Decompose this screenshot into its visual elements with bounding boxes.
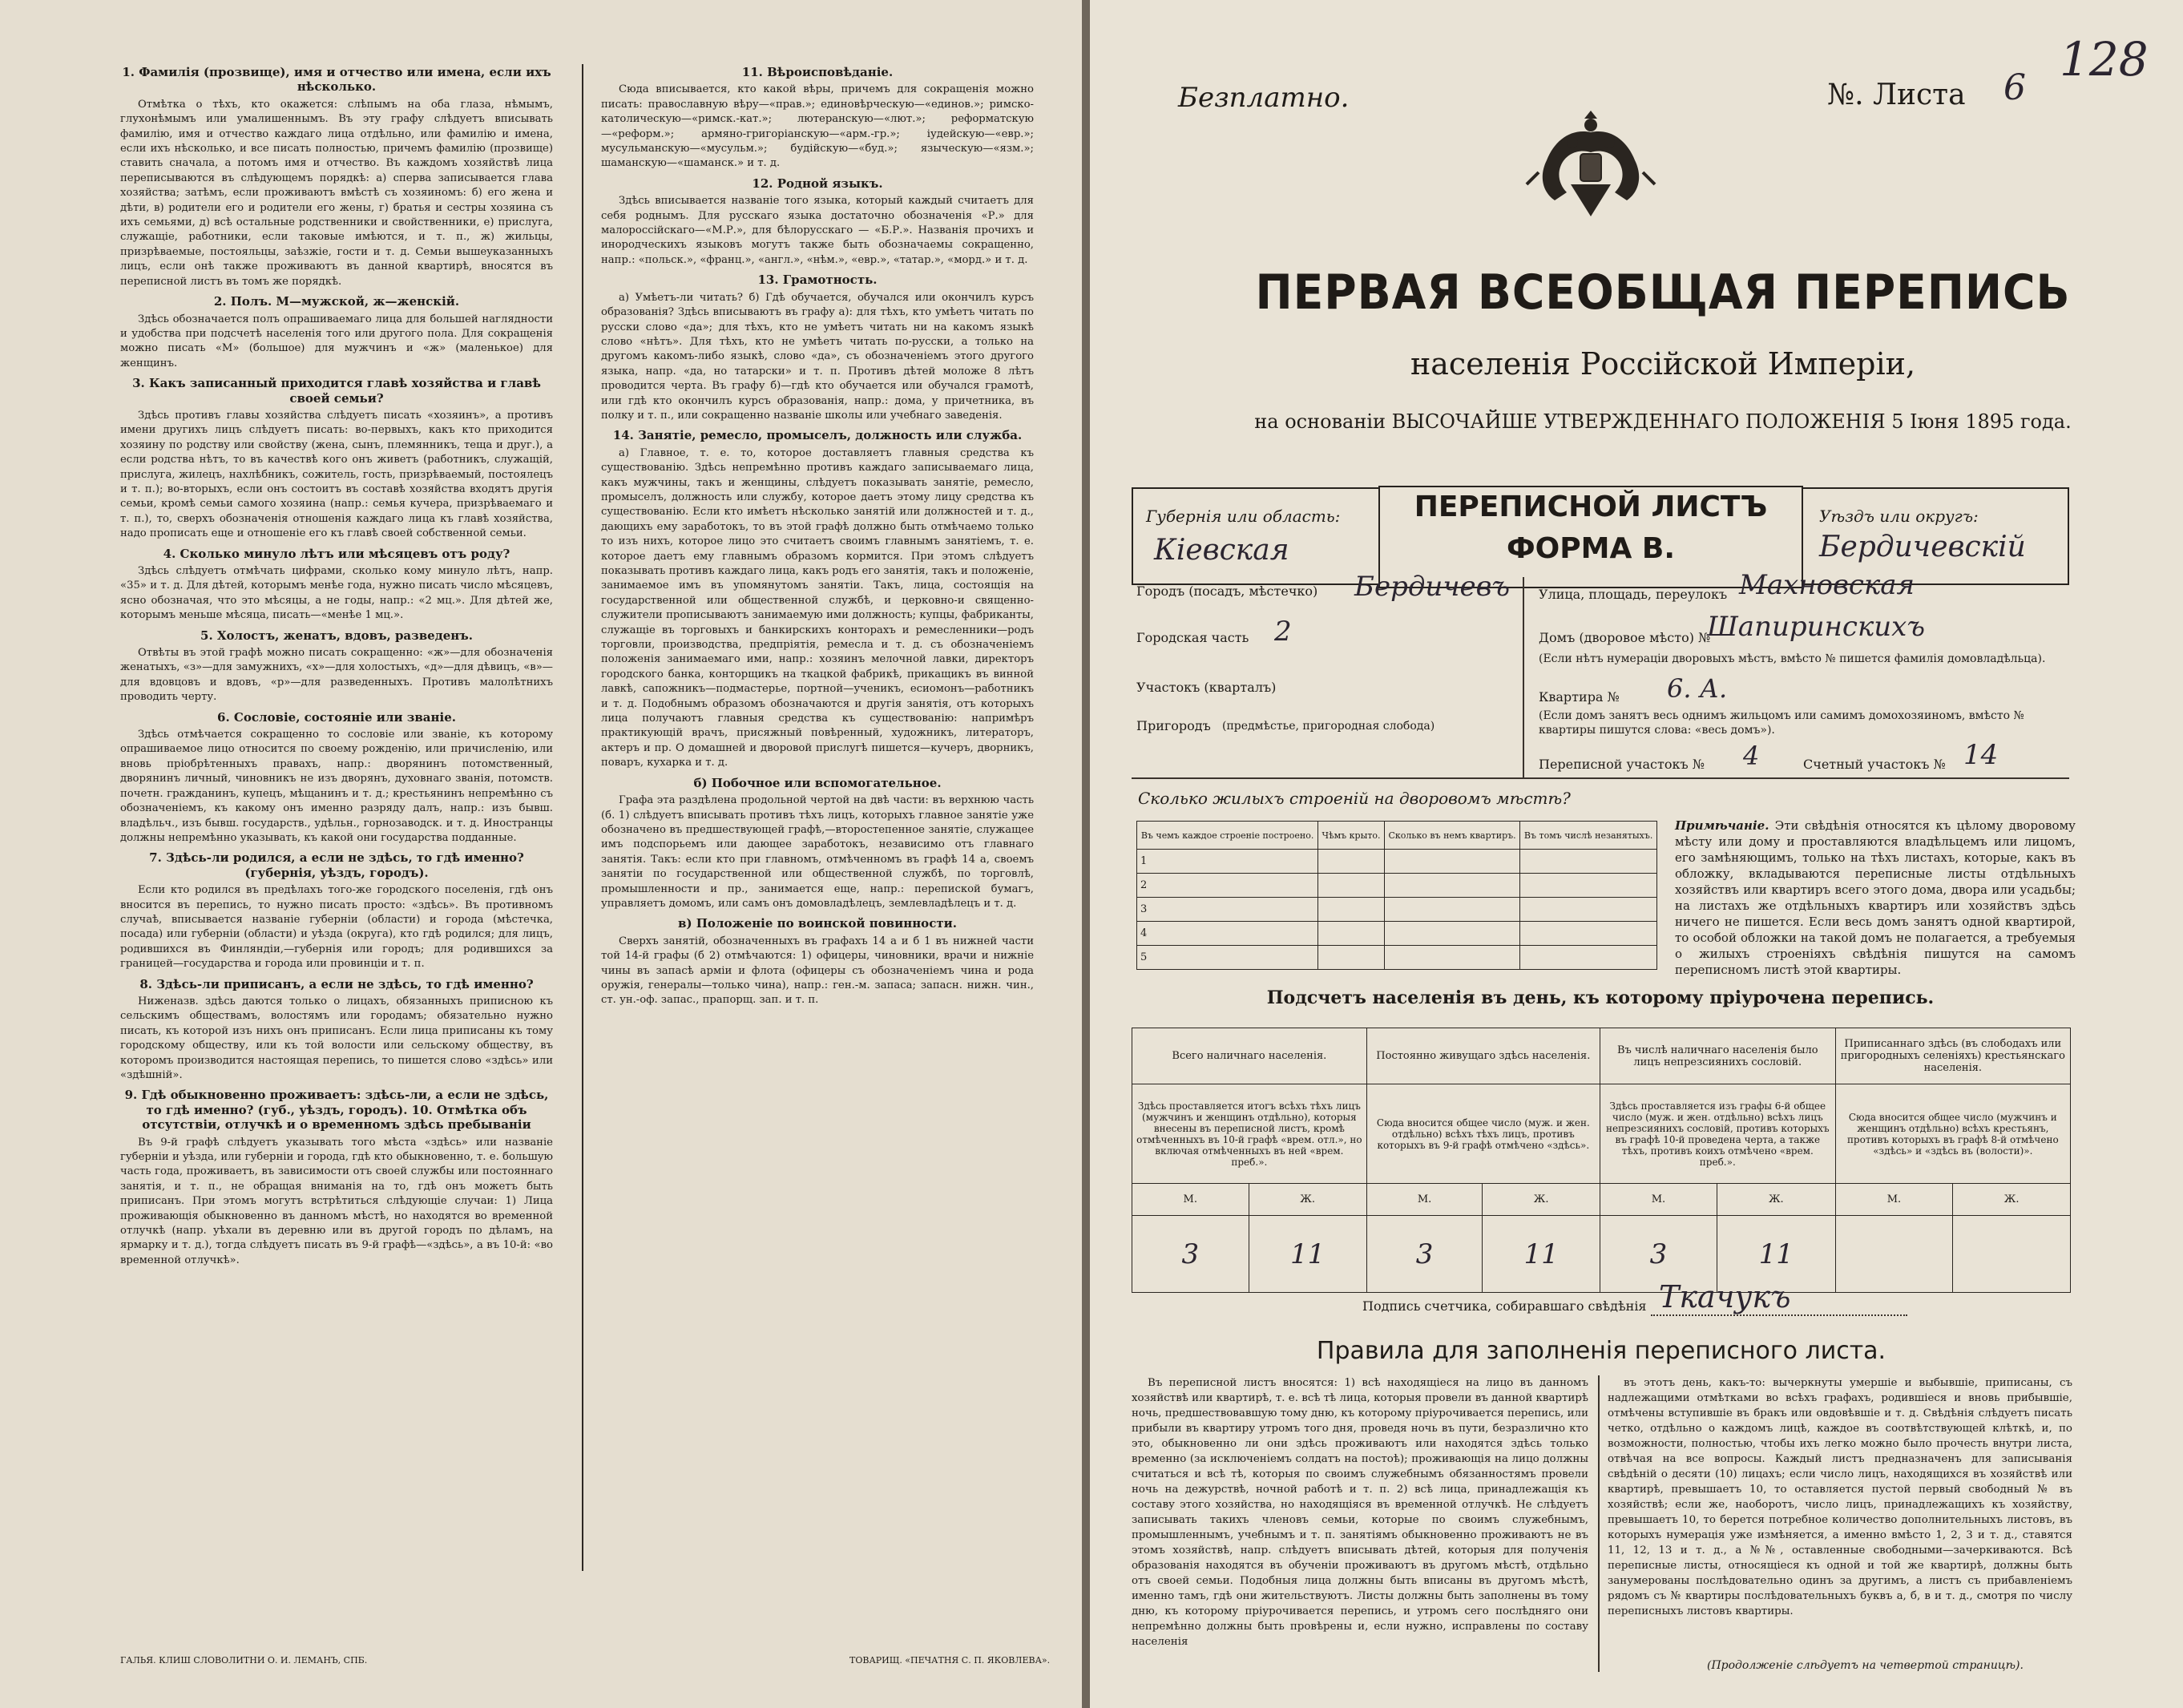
town-label: Городъ (посадъ, мѣстечко): [1136, 583, 1318, 599]
female-count: 11: [1483, 1216, 1600, 1293]
street-label: Улица, площадь, переулокъ: [1539, 587, 1728, 602]
dwellings-cell: [1318, 898, 1385, 922]
male-count: 3: [1132, 1216, 1249, 1293]
dwellings-cell: 2: [1137, 874, 1318, 898]
section-heading: б) Побочное или вспомогательное.: [693, 775, 942, 790]
fields-divider: [1523, 577, 1524, 777]
census-precinct-value: 4: [1743, 741, 1760, 771]
dwellings-row: [1137, 946, 1657, 970]
dwellings-note: [1675, 818, 2076, 978]
rules-divider: [1598, 1375, 1600, 1672]
count-precinct-label: Счетный участокъ №: [1803, 757, 1946, 772]
male-label: М.: [1366, 1184, 1483, 1216]
section-heading: в) Положеніе по воинской повинности.: [678, 916, 957, 931]
section-body: а) Умѣетъ-ли читать? б) Гдѣ обучается, обучался или окончилъ курсъ образованія? Здѣсь вписываютъ въ графу а): для тѣхъ, кто умѣетъ читать по русски слово «да»; для тѣхъ, кто не умѣетъ читать ни на какомъ языкѣ слово «нѣтъ». Для тѣхъ, кто не умѣетъ читать по-русски, а только на другомъ какомъ-либо языкѣ, слово «да», съ обозначеніемъ этого другого языка, напр. «да, но татарски» и т. п. Противъ дѣтей моложе 8 лѣтъ проводится черта. Въ графу б)—гдѣ кто обучается или обучался грамотѣ, или гдѣ кто окончилъ курсъ образованія, напр.: дома, у причетника, въ полку и т. п., или сокращенно названіе школы или учебнаго заведенія.: [601, 291, 1034, 422]
male-label: М.: [1835, 1184, 1953, 1216]
female-label: Ж.: [1483, 1184, 1600, 1216]
town-part-label: Городская часть: [1136, 630, 1249, 645]
dwellings-row: [1137, 874, 1657, 898]
section-body: Сверхъ занятій, обозначенныхъ въ графахъ 14 а и б 1 въ нижней части той 14-й графы (б 2) отмѣчаются: 1) офицеры, чиновники, врачи и нижніе чины въ запасѣ арміи и флота (офицеры съ обозначеніемъ чина и рода оружія, генералы—только чина), напр.: ген.-м. запаса; запасн. нижн. чин., ст. ун.-оф. запас., прапорщ. зап. и т. п.: [601, 935, 1034, 1007]
province-label: Губернія или область:: [1146, 507, 1341, 526]
count-description: Сюда вносится общее число (мужчинъ и женщинъ отдѣльно) всѣхъ крестьянъ, противъ которыхъ въ графѣ 8-й отмѣчено «здѣсь» и «здѣсь въ (волости)».: [1835, 1084, 2070, 1184]
dwellings-row: [1137, 922, 1657, 946]
section-heading: 3. Какъ записанный приходится главѣ хозяйства и главѣ своей семьи?: [132, 376, 541, 406]
dwellings-cell: [1520, 922, 1657, 946]
dwellings-table: [1136, 821, 1657, 970]
dwellings-row: [1137, 898, 1657, 922]
population-count-table: [1132, 1028, 2071, 1293]
male-count: [1835, 1216, 1953, 1293]
section-heading: 4. Сколько минуло лѣтъ или мѣсяцевъ отъ роду?: [163, 546, 510, 561]
left-column-2: [601, 60, 1034, 1631]
province-value: Кіевская: [1154, 534, 1289, 567]
female-label: Ж.: [1717, 1184, 1836, 1216]
form-name: ФОРМА В.: [1506, 532, 1676, 565]
house-value: Шапиринскихъ: [1707, 611, 1925, 643]
section-body: Отмѣтка о тѣхъ, кто окажется: слѣпымъ на оба глаза, нѣмымъ, глухонѣмымъ или умалишеннымъ. Въ эту графу слѣдуетъ вписывать фамилію, имя и отчество каждаго лица отдѣльно, или фамилію и имена, если ихъ нѣсколько, и все писать полностью, причемъ фамилію (прозвище) ставить сначала, а потомъ имя и отчество. Въ каждомъ хозяйствѣ лица переписываются въ слѣдующемъ порядкѣ: а) сперва записывается глава хозяйства; затѣмъ, если проживаютъ вмѣстѣ съ хозяиномъ: б) его жена и дѣти, в) родители его и родители его жены, г) братья и сестры хозяина съ ихъ семьями, д) всѣ остальные родственники и свойственники, е) прислуга, служащіе, работники, если таковые имѣются, и т. п., ж) жильцы, призрѣваемые, постояльцы, заѣзжіе, гости и т. д. Семьи вышеуказанныхъ лицъ, если онѣ также проживаютъ въ данной квартирѣ, вносятся въ переписной листъ въ томъ же порядкѣ.: [120, 98, 553, 288]
dwellings-cell: [1384, 874, 1519, 898]
rules-text-1: Въ переписной листъ вносятся: 1) всѣ находящіеся на лицо въ данномъ хозяйствѣ или квартирѣ, т. е. всѣ тѣ лица, которыя провели въ данной квартирѣ ночь, предшествовавшую тому дню, къ которому пріурочивается перепись, или прибыли въ квартиру утромъ того дня, проведя ночь въ пути, безразлично кто это, обыкновенно ли они здѣсь проживаютъ или находятся здѣсь только временно (за исключеніемъ солдатъ на постоѣ); проживающія на лицо должны считаться и всѣ тѣ, которыя по своимъ служебнымъ обязанностямъ провели ночь на дежурствѣ, ночной работѣ и т. п. 2) всѣ лица, принадлежащія къ составу этого хозяйства, но находящіяся въ временной отлучкѣ. Не слѣдуетъ записывать такихъ членовъ семьи, которые по своимъ служебнымъ, промышленнымъ, учебнымъ и т. п. занятіямъ обыкновенно проживаютъ не въ этомъ хозяйствѣ, напр. слѣдуетъ вписывать дѣтей, которыя для полученія образованія находятся въ обученіи проживаютъ въ другомъ мѣстѣ, отдѣльно отъ своей семьи. Подобныя лица должны быть вписаны въ другомъ мѣстѣ, именно тамъ, гдѣ они жительствуютъ. Листы должны быть заполнены въ тому дню, къ которому пріурочивается перепись, и утромъ сего послѣдняго они непремѣнно должны быть провѣрены и, если нужно, исправлены по составу населенія: [1132, 1377, 1588, 1648]
section-body: Здѣсь слѣдуетъ отмѣчать цифрами, сколько кому минуло лѣтъ, напр. «35» и т. д. Для дѣтей, которымъ менѣе года, нужно писать число мѣсяцевъ, ясно обозначая, что это мѣсяцы, а не годы, напр.: «2 мц.». Для дѣтей же, которымъ меньше мѣсяца, писать—«менѣе 1 мц.».: [120, 565, 553, 622]
count-header: Въ числѣ наличнаго населенія было лицъ непрезсиянихъ сословій.: [1600, 1028, 1835, 1084]
form-title: ПЕРЕПИСНОЙ ЛИСТЪ: [1414, 491, 1768, 523]
dwellings-cell: [1520, 874, 1657, 898]
section-body: Отвѣты въ этой графѣ можно писать сокращенно: «ж»—для обозначенія женатыхъ, «з»—для замужнихъ, «х»—для холостыхъ, «д»—для дѣвицъ, «в»—для вдовцовъ и вдовъ, «р»—для разведенныхъ. Противъ малолѣтнихъ проводить черту.: [120, 647, 553, 704]
note-text: Эти свѣдѣнія относятся къ цѣлому дворовому мѣсту или дому и проставляются владѣльцемъ или лицомъ, его замѣняющимъ, только на тѣхъ листахъ, которые, какъ въ обложку, вкладываются переписные листы отдѣльныхъ хозяйствъ или квартиръ всего этого дома, двора или усадьбы; на листахъ же отдѣльныхъ квартиръ или хозяйствъ здѣсь ничего не пишется. Если весь домъ занятъ одной квартирой, то особой обложки на такой домъ не полагается, а требуемыя о жилыхъ строеніяхъ свѣдѣнія пишутся на самомъ переписномъ листѣ этой квартиры.: [1675, 818, 2076, 977]
section-heading: 6. Сословіе, состояніе или званіе.: [217, 709, 456, 725]
dwellings-cell: [1318, 874, 1385, 898]
dwellings-header: Въ чемъ каждое строеніе построено.: [1137, 822, 1318, 850]
dwellings-cell: [1318, 922, 1385, 946]
male-count: 3: [1600, 1216, 1717, 1293]
street-value: Махновская: [1739, 569, 1915, 601]
apartment-label: Квартира №: [1539, 689, 1620, 705]
signature-label: Подпись счетчика, собиравшаго свѣдѣнія: [1362, 1298, 1647, 1314]
rules-column-1: [1132, 1375, 1588, 1680]
female-label: Ж.: [1249, 1184, 1366, 1216]
male-count: 3: [1366, 1216, 1483, 1293]
dwellings-cell: 1: [1137, 850, 1318, 874]
dwellings-cell: 4: [1137, 922, 1318, 946]
section-heading: 12. Родной языкъ.: [752, 176, 883, 191]
dwellings-cell: [1384, 946, 1519, 970]
female-count: 11: [1249, 1216, 1366, 1293]
section-body: Здѣсь вписывается названіе того языка, который каждый считаетъ для себя роднымъ. Для русскаго языка достаточно обозначенія «Р.» для малороссійскаго—«М.Р.», для бѣлорусскаго — «Б.Р.». Названія прочихъ и инородческихъ языковъ могутъ также быть обозначаемы сокращенно, напр.: «польск.», «франц.», «англ.», «нѣм.», «евр.», «татар.», «морд.» и т. д.: [601, 195, 1034, 266]
section-body: Въ 9-й графѣ слѣдуетъ указывать того мѣста «здѣсь» или названіе губерніи и уѣзда, или губерніи и города, гдѣ кто обыкновенно, т. е. большую часть года, проживаетъ, въ зависимости отъ своей службы или постояннаго занятія, и т. п., не обращая вниманія на то, гдѣ онъ можетъ быть приписанъ. При этомъ могутъ встрѣтиться слѣдующіе случаи: 1) Лица проживающія обыкновенно въ данномъ мѣстѣ, но находятся во временной отлучкѣ (напр. уѣхали въ деревню или въ другой городъ по дѣламъ, на ярмарку и т. д.), тогда слѣдуетъ писать въ 9-й графѣ—«здѣсь», а въ 10-й: «во временной отлучкѣ».: [120, 1136, 553, 1266]
dwellings-cell: [1520, 898, 1657, 922]
dwellings-cell: [1318, 850, 1385, 874]
dwellings-cell: [1520, 850, 1657, 874]
census-basis: на основаніи ВЫСОЧАЙШЕ УТВЕРЖДЕННАГО ПОЛОЖЕНІЯ 5 Іюня 1895 года.: [1254, 410, 2072, 433]
census-title: ПЕРВАЯ ВСЕОБЩАЯ ПЕРЕПИСЬ: [1255, 264, 2071, 321]
rules-title: Правила для заполненія переписного листа.: [1316, 1337, 1886, 1365]
section-heading: 9. Гдѣ обыкновенно проживаетъ: здѣсь-ли, а если не здѣсь, то гдѣ именно? (губ., уѣздъ, городъ). 10. Отмѣтка объ отсутствіи, отлучкѣ и о временномъ здѣсь пребываніи: [124, 1088, 549, 1133]
female-count: 11: [1717, 1216, 1836, 1293]
sheet-number-label: №. Листа: [1827, 79, 1966, 111]
section-heading: 11. Вѣроисповѣданіе.: [741, 65, 894, 79]
male-label: М.: [1600, 1184, 1717, 1216]
count-description: Здѣсь проставляется итогъ всѣхъ тѣхъ лицъ (мужчинъ и женщинъ отдѣльно), которыя внесены въ переписной листъ, кромѣ отмѣченныхъ въ 10-й графѣ «врем. отл.», но включая отмѣченныхъ въ ней «врем. преб.».: [1132, 1084, 1367, 1184]
section-body: Здѣсь противъ главы хозяйства слѣдуетъ писать «хозяинъ», а противъ имени другихъ лицъ слѣдуетъ писать: во-первыхъ, какъ кто приходится хозяину по родству или свойству (жена, сынъ, племянникъ, теща и друг.), а если родства нѣтъ, то въ качествѣ кого онъ живетъ (работникъ, служащій, прислуга, жилецъ, нахлѣбникъ, сожитель, гость, призрѣваемый, постоялецъ и т. п.); во-вторыхъ, если онъ состоитъ въ составѣ хозяйства входятъ другія семьи, кромѣ семьи самого хозяина (напр.: семья кучера, призрѣваемаго и т. п.), то, сверхъ обозначенія отношенія каждаго лица къ главѣ хозяйства, надо прописать еще и отношеніе его къ главѣ своей собственной семьи.: [120, 409, 553, 540]
section-body: Графа эта раздѣлена продольной чертой на двѣ части: въ верхнюю часть (б. 1) слѣдуетъ вписывать противъ тѣхъ лицъ, которыхъ главное занятіе уже обозначено въ предшествующей графѣ,—второстепенное занятіе, служащее имъ подспорьемъ или дающее заработокъ, независимо отъ главнаго занятія. Такъ: если кто при главномъ, отмѣченномъ въ графѣ 14 а, своемъ занятіи по государственной или общественной службѣ, по торговлѣ, промышленности и пр., занимается еще, напр.: перепиской бумагъ, управляетъ домомъ, или самъ онъ домовладѣлецъ, землевладѣлецъ и т. д.: [601, 794, 1034, 910]
book-spine: [1082, 0, 1090, 1708]
section-heading: 13. Грамотность.: [757, 273, 878, 288]
dwellings-cell: [1384, 898, 1519, 922]
section-heading: 1. Фамилія (прозвище), имя и отчество или имена, если ихъ нѣсколько.: [122, 65, 551, 95]
dwellings-cell: [1384, 850, 1519, 874]
archive-number: 128: [2060, 32, 2149, 87]
female-label: Ж.: [1953, 1184, 2071, 1216]
section-heading: 8. Здѣсь-ли приписанъ, а если не здѣсь, то гдѣ именно?: [139, 976, 534, 991]
dwellings-row: [1137, 850, 1657, 874]
section-body: Ниженазв. здѣсь даются только о лицахъ, обязанныхъ приписною къ сельскимъ обществамъ, волостямъ или городамъ; обязательно нужно писать, къ которой изъ нихъ онъ приписанъ. Если лица приписаны къ тому городскому обществу, или къ той волости или сельскому обществу, въ которомъ производится настоящая перепись, то пишется слово «здѣсь» или «здѣшній».: [120, 995, 553, 1081]
town-value: Бердичевъ: [1354, 571, 1511, 603]
section-body: Здѣсь отмѣчается сокращенно то сословіе или званіе, къ которому опрашиваемое лицо относится по своему рожденію, или причисленію, или вновь пріобрѣтенныхъ правахъ, напр.: дворянинъ потомственный, дворянинъ личный, чиновникъ не изъ дворянъ, духовнаго званія, потомств. почетн. гражданинъ, купецъ, мѣщанинъ и т. д.; крестьянинъ непремѣнно съ обозначеніемъ, къ какому онъ именно разряду далъ, напр.: изъ бывш. владѣльч., изъ бывш. государств., удѣльн., горнозаводск. и т. д. Иностранцы должны непремѣнно указывать, къ какой они государства подданные.: [120, 729, 553, 844]
precinct-label: Участокъ (кварталъ): [1136, 680, 1277, 695]
column-divider: [582, 64, 583, 1571]
female-count: [1953, 1216, 2071, 1293]
census-precinct-label: Переписной участокъ №: [1539, 757, 1705, 772]
free-label: Безплатно.: [1178, 82, 1350, 114]
section-body: а) Главное, т. е. то, которое доставляетъ главныя средства къ существованію. Здѣсь непремѣнно противъ каждаго записываемаго лица, какъ мужчины, такъ и женщины, слѣдуетъ показывать занятіе, ремесло, промыселъ, должность или службу, которое даетъ этому лицу средства къ существованію. Если кто имѣетъ нѣсколько занятій или должностей и т. д., дающихъ ему заработокъ, то въ этой графѣ должно быть отмѣчаемо только то изъ нихъ, которое лицо это считаетъ своимъ главнымъ занятіемъ, т. е. которое даетъ ему главнымъ образомъ кормится. При этомъ слѣдуетъ показывать противъ каждаго лица, какъ родъ его занятія, такъ и положеніе, занимаемое имъ въ упомянутомъ занятіи. Такъ, лица, состоящія на государственной или общественной службѣ, и церковно-и священно-служители прописываютъ занимаемую ими должность; купцы, фабриканты, служащіе въ торговыхъ и банкирскихъ конторахъ и ремесленники—родъ торговли, производства, предпріятія, ремесла и т. д. съ обозначеніемъ положенія занимаемаго ими, напр.: хозяинъ мелочной лавки, директоръ городского банка, конторщикъ на ткацкой фабрикѣ, прикащикъ въ винной лавкѣ, сапожникъ—подмастерье, портной—ученикъ, есиомонъ—работникъ и т. д. Подобнымъ образомъ обозначаются и другія занятія, отъ которыхъ лица получаютъ главныя средства къ существованію: напримѣръ практикующій врачъ, присяжный повѣренный, художникъ, литераторъ, актеръ и пр. О домашней и дворовой прислугѣ пишется—кучеръ, дворникъ, поваръ, кухарка и т. д.: [601, 446, 1034, 769]
rules-column-2: [1608, 1375, 2072, 1656]
section-heading: 14. Занятіе, ремесло, промыселъ, должность или служба.: [612, 428, 1023, 443]
signature-line: [1651, 1314, 1907, 1316]
population-count-title: Подсчетъ населенія въ день, къ которому пріурочена перепись.: [1266, 987, 1935, 1008]
section-body: Если кто родился въ предѣлахъ того-же городского поселенія, гдѣ онъ вносится въ перепись, то нужно писать просто: «здѣсь». Въ противномъ случаѣ, вписывается названіе губерніи (области) и города (мѣстечка, посада) или губерніи (области) и уѣзда (округа), кто гдѣ родился; для лицъ, родившихся въ Финляндіи,—губернія или городъ; для родившихся за границей—государства и города или провинціи и т. п.: [120, 884, 553, 971]
left-column-1: [120, 60, 553, 1575]
count-header: Приписаннаго здѣсь (въ слободахъ или пригородныхъ селеніяхъ) крестьянскаго населенія.: [1835, 1028, 2070, 1084]
sheet-number-value: 6: [2003, 67, 2026, 108]
rules-text-2: въ этотъ день, какъ-то: вычеркнуты умершіе и выбывшіе, приписаны, съ надлежащими отмѣтками во всѣхъ графахъ, родившіеся и вновь прибывшіе, отмѣчены вступившіе въ бракъ или овдовѣвшіе и т. д. Свѣдѣнія слѣдуетъ писать четко, отдѣльно о каждомъ лицѣ, каждое въ соотвѣтствующей клѣткѣ, и, по возможности, полностью, чтобы ихъ легко можно было прочесть внутри листа, отвѣчая на все вопросы. Каждый листъ предназначенъ для записыванія свѣдѣній о десяти (10) лицахъ; если число лицъ, находящихся въ хозяйствѣ или квартирѣ, превышаетъ 10, то оставляется пустой первый свободный № въ хозяйствѣ; если же, наоборотъ, число лицъ, принадлежащихъ къ хозяйству, превышаетъ 10, то берется потребное количество дополнительныхъ листовъ, въ которыхъ нумерація уже измѣняется, а именно вмѣсто 1, 2, 3 и т. д., ставятся 11, 12, 13 и т. д., а №№, оставленные свободными—зачеркиваются. Всѣ переписные листы, относящіеся къ одной и той же квартирѣ, должны быть занумерованы послѣдовательно одинъ за другимъ, а листъ съ прибавленіемъ рядомъ съ № квартиры послѣдовательныхъ буквъ а, б, в и т. д., смотря по числу переписныхъ листовъ квартиры.: [1608, 1377, 2072, 1617]
apartment-note: (Если домъ занятъ весь однимъ жильцомъ или самимъ домохозяиномъ, вмѣсто № квартиры пишутся слова: «весь домъ»).: [1539, 709, 2024, 737]
section-heading: 5. Холостъ, женатъ, вдовъ, разведенъ.: [200, 628, 473, 643]
dwellings-cell: [1520, 946, 1657, 970]
section-body: Сюда вписывается, кто какой вѣры, причемъ для сокращенія можно писать: православную вѣру—«прав.»; единовѣрческую—«единов.»; римско-католическую—«римск.-кат.»; лютеранскую—«лют.»; реформатскую—«реформ.»; армяно-григоріанскую—«арм.-гр.»; іудейскую—«евр.»; мусульманскую—«мусульм.»; будійскую—«буд.»; языческую—«язм.»; шаманскую—«шаманск.» и т. д.: [601, 83, 1034, 170]
section-body: Здѣсь обозначается полъ опрашиваемаго лица для большей наглядности и удобства при подсчетѣ населенія того или другого пола. Для сокращенія можно писать «М» (большое) для мужчинъ и «ж» (маленькое) для женщинъ.: [120, 313, 553, 369]
count-header: Всего наличнаго населенія.: [1132, 1028, 1367, 1084]
suburb-note: (предмѣстье, пригородная слобода): [1222, 720, 1435, 733]
left-footer-1: ГАЛЬЯ. КЛИШ СЛОВОЛИТНИ О. И. ЛЕМАНЪ, СПБ.: [120, 1655, 368, 1666]
dwellings-cell: [1318, 946, 1385, 970]
fields-bottom-rule: [1132, 777, 2069, 779]
house-label: Домъ (дворовое мѣсто) №: [1539, 630, 1711, 645]
count-header: Постоянно живущаго здѣсь населенія.: [1366, 1028, 1600, 1084]
dwellings-header: Въ томъ числѣ незанятыхъ.: [1520, 822, 1657, 850]
male-label: М.: [1132, 1184, 1249, 1216]
district-value: Бердичевскій: [1819, 531, 2026, 563]
count-description: Сюда вносится общее число (муж. и жен. отдѣльно) всѣхъ тѣхъ лицъ, противъ которыхъ въ 9-й графѣ отмѣчено «здѣсь».: [1366, 1084, 1600, 1184]
town-part-value: 2: [1274, 616, 1292, 648]
apartment-value: 6. А.: [1667, 673, 1728, 704]
left-footer-2: ТОВАРИЩ. «ПЕЧАТНЯ С. П. ЯКОВЛЕВА».: [849, 1655, 1051, 1666]
dwellings-question: Сколько жилыхъ строеній на дворовомъ мѣстѣ?: [1138, 789, 1571, 808]
district-label: Уѣздъ или округъ:: [1819, 507, 1979, 526]
section-heading: 2. Полъ. М—мужской, ж—женскій.: [213, 294, 460, 309]
census-subtitle: населенія Россійской Имперіи,: [1410, 346, 1916, 382]
dwellings-cell: [1384, 922, 1519, 946]
section-heading: 7. Здѣсь-ли родился, а если не здѣсь, то гдѣ именно? (губернія, уѣздъ, городъ).: [149, 850, 524, 880]
count-description: Здѣсь проставляется изъ графы 6-й общее число (муж. и жен. отдѣльно) всѣхъ лицъ непрезсиянихъ сословій, противъ которыхъ въ графѣ 10-й проведена черта, а также тѣхъ, противъ коихъ отмѣчено «врем. преб.».: [1600, 1084, 1835, 1184]
dwellings-header: Чѣмъ крыто.: [1318, 822, 1385, 850]
signature-value: Ткачукъ: [1659, 1279, 1791, 1314]
suburb-label: Пригородъ: [1136, 718, 1211, 733]
rules-continue: (Продолженіе слѣдуетъ на четвертой страницѣ).: [1707, 1659, 2024, 1672]
dwellings-cell: 5: [1137, 946, 1318, 970]
note-title: Примѣчаніе.: [1675, 818, 1769, 833]
dwellings-header: Сколько въ немъ квартиръ.: [1384, 822, 1519, 850]
dwellings-cell: 3: [1137, 898, 1318, 922]
double-headed-eagle-icon: [1523, 96, 1659, 232]
house-note: (Если нѣтъ нумераціи дворовыхъ мѣстъ, вмѣсто № пишется фамилія домовладѣльца).: [1539, 652, 2046, 665]
count-precinct-value: 14: [1963, 739, 1999, 771]
